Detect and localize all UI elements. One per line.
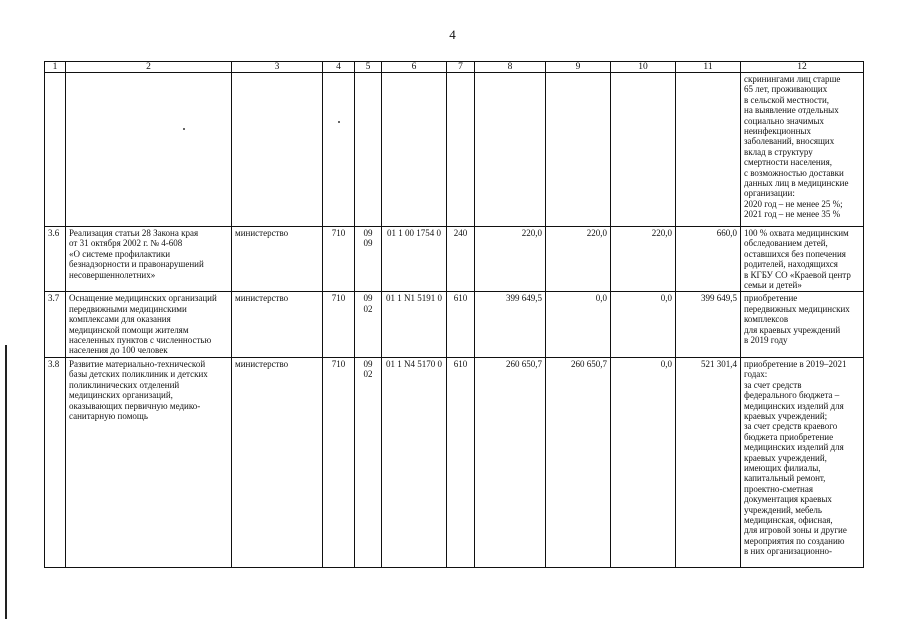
cell-grbs: 710 bbox=[323, 227, 355, 292]
cell-result: скринингами лиц старше 65 лет, проживающих в сельской местности, на выявление отдельных социально значимых неинфекционных заболеваний, вносящих вклад в структуру смертности населения, с возможностью доставки данных лиц в медицинские организации: 2020 год – не менее 25 %; 2021 год – не менее 35 % bbox=[741, 73, 864, 227]
cell-no bbox=[45, 73, 66, 227]
table-row bbox=[45, 292, 864, 357]
cell-no: 3.7 bbox=[45, 292, 66, 357]
cell-total: 521 301,4 bbox=[676, 357, 741, 567]
cell-total: 660,0 bbox=[676, 227, 741, 292]
col-header: 9 bbox=[546, 62, 611, 73]
cell-no: 3.6 bbox=[45, 227, 66, 292]
cell-2021: 0,0 bbox=[611, 357, 676, 567]
cell-2020: 0,0 bbox=[546, 292, 611, 357]
cell-vr: 240 bbox=[447, 227, 475, 292]
cell-2020: 220,0 bbox=[546, 227, 611, 292]
cell-total bbox=[676, 73, 741, 227]
cell-2019: 260 650,7 bbox=[475, 357, 546, 567]
col-header: 1 bbox=[45, 62, 66, 73]
scan-speck bbox=[338, 121, 340, 123]
cell-no: 3.8 bbox=[45, 357, 66, 567]
table-row bbox=[45, 73, 864, 227]
cell-grbs: 710 bbox=[323, 357, 355, 567]
scan-margin-line bbox=[5, 345, 7, 619]
cell-csr: 01 1 00 1754 0 bbox=[382, 227, 447, 292]
page-number: 4 bbox=[449, 27, 456, 42]
cell-rzpr bbox=[355, 73, 382, 227]
header-row bbox=[45, 62, 864, 73]
cell-result: 100 % охвата медицинским обследованием детей, оставшихся без попечения родителей, находящихся в КГБУ СО «Краевой центр семьи и детей» bbox=[741, 227, 864, 292]
cell-name: Оснащение медицинских организаций передвижными медицинскими комплексами для оказания медицинской помощи жителям населенных пунктов с численностью населения до 100 человек bbox=[66, 292, 232, 357]
cell-name bbox=[66, 73, 232, 227]
cell-grbs bbox=[323, 73, 355, 227]
cell-executor: министерство bbox=[232, 292, 323, 357]
cell-rzpr: 09 02 bbox=[355, 357, 382, 567]
col-header: 6 bbox=[382, 62, 447, 73]
cell-vr: 610 bbox=[447, 357, 475, 567]
cell-vr bbox=[447, 73, 475, 227]
col-header: 7 bbox=[447, 62, 475, 73]
cell-executor: министерство bbox=[232, 227, 323, 292]
col-header: 3 bbox=[232, 62, 323, 73]
col-header: 4 bbox=[323, 62, 355, 73]
cell-2019: 220,0 bbox=[475, 227, 546, 292]
cell-2021 bbox=[611, 73, 676, 227]
col-header: 11 bbox=[676, 62, 741, 73]
table-row bbox=[45, 357, 864, 567]
program-table bbox=[44, 61, 864, 568]
col-header: 10 bbox=[611, 62, 676, 73]
col-header: 8 bbox=[475, 62, 546, 73]
cell-csr: 01 1 N4 5170 0 bbox=[382, 357, 447, 567]
cell-csr: 01 1 N1 5191 0 bbox=[382, 292, 447, 357]
cell-grbs: 710 bbox=[323, 292, 355, 357]
cell-2019: 399 649,5 bbox=[475, 292, 546, 357]
cell-name: Развитие материально-технической базы детских поликлиник и детских поликлинических отделений медицинских организаций, оказывающих первичную медико- санитарную помощь bbox=[66, 357, 232, 567]
col-header: 5 bbox=[355, 62, 382, 73]
col-header: 2 bbox=[66, 62, 232, 73]
table-row bbox=[45, 227, 864, 292]
cell-total: 399 649,5 bbox=[676, 292, 741, 357]
cell-executor: министерство bbox=[232, 357, 323, 567]
cell-result: приобретение передвижных медицинских комплексов для краевых учреждений в 2019 году bbox=[741, 292, 864, 357]
cell-rzpr: 09 09 bbox=[355, 227, 382, 292]
cell-executor bbox=[232, 73, 323, 227]
cell-name: Реализация статьи 28 Закона края от 31 октября 2002 г. № 4-608 «О системе профилактики безнадзорности и правонарушений несовершеннолетних» bbox=[66, 227, 232, 292]
cell-vr: 610 bbox=[447, 292, 475, 357]
col-header: 12 bbox=[741, 62, 864, 73]
cell-rzpr: 09 02 bbox=[355, 292, 382, 357]
cell-2021: 220,0 bbox=[611, 227, 676, 292]
cell-2019 bbox=[475, 73, 546, 227]
cell-2021: 0,0 bbox=[611, 292, 676, 357]
cell-result: приобретение в 2019–2021 годах: за счет средств федерального бюджета – медицинских изделий для краевых учреждений; за счет средств краевого бюджета приобретение медицинских изделий для краевых учреждений, имеющих филиалы, капитальный ремонт, проектно-сметная документация краевых учреждений, мебель медицинская, офисная, для игровой зоны и другие мероприятия по созданию в них организационно- bbox=[741, 357, 864, 567]
cell-csr bbox=[382, 73, 447, 227]
cell-2020 bbox=[546, 73, 611, 227]
scan-speck bbox=[183, 128, 185, 130]
cell-2020: 260 650,7 bbox=[546, 357, 611, 567]
